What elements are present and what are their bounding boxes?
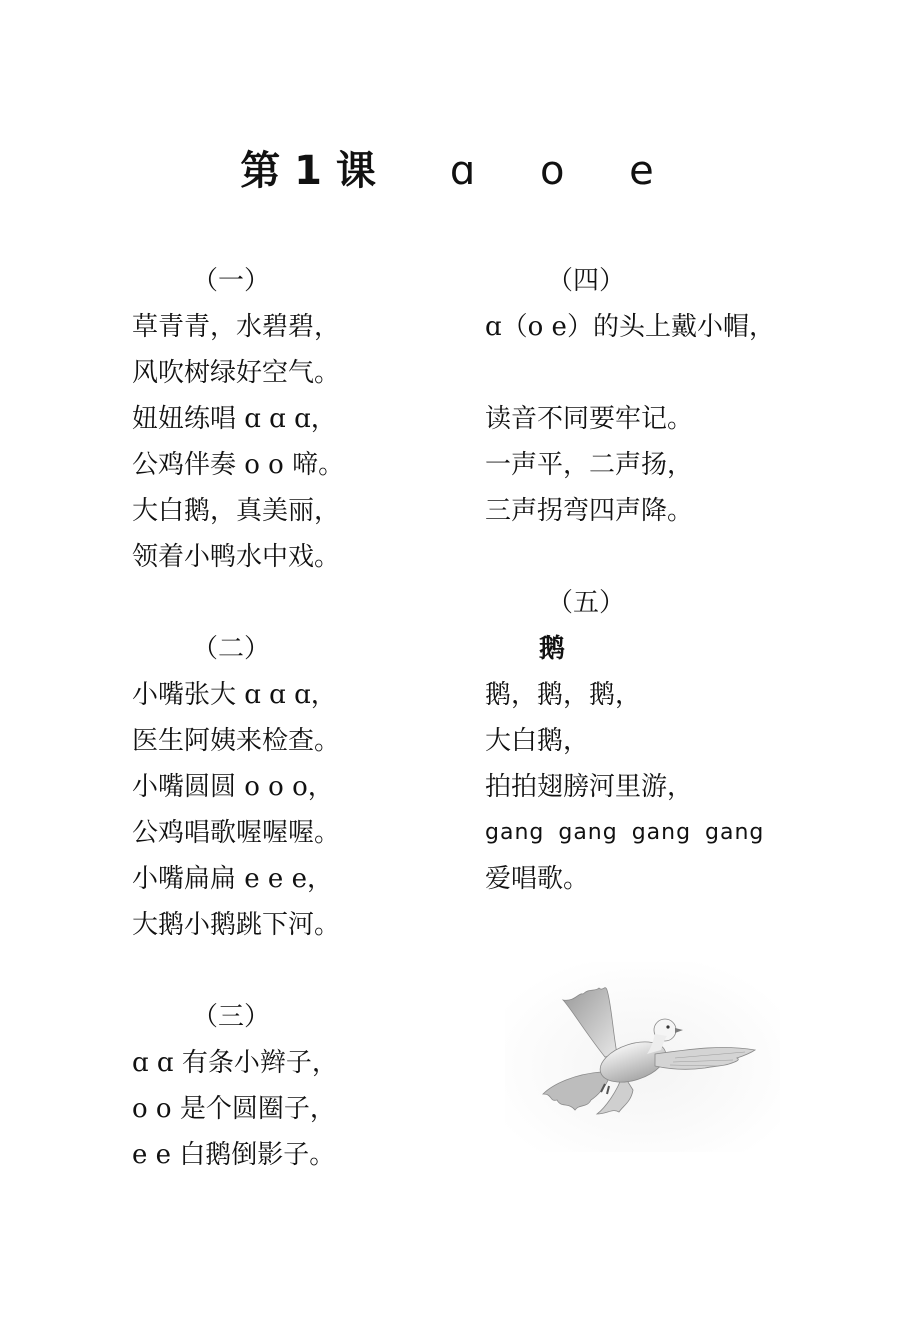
verse-line: 医生阿姨来检查。 <box>132 726 341 756</box>
verse-line: 三声拐弯四声降。 <box>485 496 694 526</box>
verse-line: ɑ（o e）的头上戴小帽， <box>485 312 775 342</box>
verse-line: 小嘴扁扁 e e e， <box>132 864 333 894</box>
poem-title: 鹅 <box>539 634 566 664</box>
verse-line: 大白鹅， <box>485 726 590 756</box>
right-column <box>485 258 865 902</box>
pinyin-e: e <box>629 148 654 194</box>
lesson-title <box>0 145 920 197</box>
bird-illustration <box>505 962 780 1152</box>
pinyin-o: o <box>539 148 565 194</box>
lesson-pinyin <box>424 148 680 194</box>
verse-line: 草青青，水碧碧， <box>132 312 341 342</box>
section-heading: （四） <box>547 266 626 296</box>
verse-line: ɑ ɑ 有条小辫子， <box>132 1048 338 1078</box>
pinyin-a: ɑ <box>449 148 476 194</box>
section-3 <box>132 994 512 1178</box>
verse-line: 鹅，鹅，鹅， <box>485 680 642 710</box>
section-heading: （三） <box>192 1002 271 1032</box>
verse-line: 风吹树绿好空气。 <box>132 358 341 388</box>
section-4 <box>485 258 865 534</box>
verse-line: 小嘴圆圆 o o o， <box>132 772 334 802</box>
section-1 <box>132 258 512 580</box>
verse-line: 小嘴张大 ɑ ɑ ɑ， <box>132 680 337 710</box>
verse-line: 公鸡唱歌喔喔喔。 <box>132 818 341 848</box>
pinyin-line: gang gang gang gang <box>485 820 765 845</box>
verse-line: 妞妞练唱 ɑ ɑ ɑ， <box>132 404 337 434</box>
verse-line: e e 白鹅倒影子。 <box>132 1140 336 1170</box>
section-heading: （二） <box>192 634 271 664</box>
section-heading: （一） <box>192 266 271 296</box>
verse-line: 读音不同要牢记。 <box>485 404 694 434</box>
section-2 <box>132 626 512 948</box>
verse-line: 公鸡伴奏 o o 啼。 <box>132 450 345 480</box>
lesson-number: 第 1 课 <box>240 148 376 194</box>
verse-line: o o 是个圆圈子， <box>132 1094 336 1124</box>
verse-line: 拍拍翅膀河里游， <box>485 772 694 802</box>
verse-line: 大白鹅，真美丽， <box>132 496 341 526</box>
section-5 <box>485 580 865 902</box>
verse-line: 一声平，二声扬， <box>485 450 694 480</box>
left-column <box>132 258 512 1178</box>
section-heading: （五） <box>547 588 626 618</box>
verse-line: 领着小鸭水中戏。 <box>132 542 341 572</box>
verse-line: 爱唱歌。 <box>485 864 590 894</box>
verse-line: 大鹅小鹅跳下河。 <box>132 910 341 940</box>
